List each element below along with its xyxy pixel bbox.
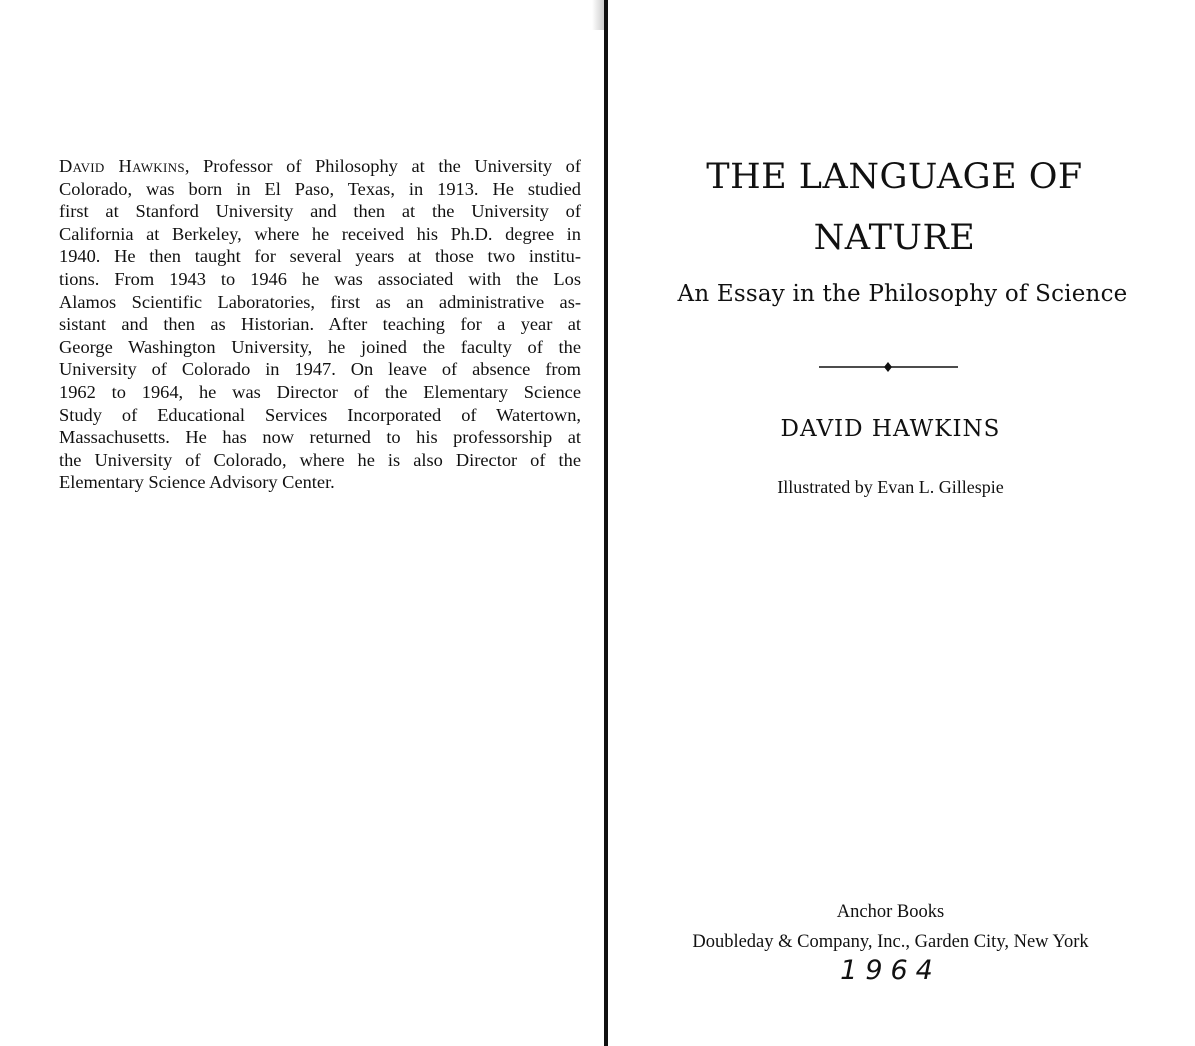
bio-line: California at Berkeley, where he received his Ph.D. degree in — [59, 223, 581, 244]
bio-line: 1962 to 1964, he was Director of the Elementary Science — [59, 381, 581, 402]
bio-line: David Hawkins, Professor of Philosophy at the University of — [59, 156, 581, 176]
bio-line: Massachusetts. He has now returned to his professorship at — [59, 427, 581, 448]
bio-line: Colorado, was born in El Paso, Texas, in 1913. He studied — [59, 178, 581, 199]
bio-line: Elementary Science Advisory Center. — [59, 472, 335, 493]
bio-line: George Washington University, he joined the faculty of the — [59, 336, 581, 357]
publisher-imprint: Anchor Books — [836, 902, 945, 922]
book-title-line-2: NATURE — [813, 218, 976, 258]
author-bio — [59, 155, 581, 494]
publisher-address: Doubleday & Company, Inc., Garden City, New York — [692, 932, 1089, 952]
bio-line: sistant and then as Historian. After teaching for a year at — [59, 314, 581, 335]
bio-line: the University of Colorado, where he is also Director of the — [59, 449, 581, 470]
book-title-line-1: THE LANGUAGE OF — [706, 157, 1083, 197]
bio-author-name: David Hawkins — [59, 156, 185, 176]
bio-line: 1940. He then taught for several years at those two institu- — [59, 246, 581, 267]
illustrator-credit: Illustrated by Evan L. Gillespie — [777, 477, 1004, 497]
ornament-rule-diamond-icon — [819, 361, 958, 373]
bio-line: first at Stanford University and then at the University of — [59, 201, 581, 222]
bio-line: Alamos Scientific Laboratories, first as an administrative as- — [59, 291, 581, 312]
bio-line: Study of Educational Services Incorporated of Watertown, — [59, 404, 581, 425]
handwritten-year: 1964 — [840, 955, 941, 986]
author-name: DAVID HAWKINS — [780, 416, 1001, 442]
title-page — [610, 0, 1195, 1046]
bio-line: tions. From 1943 to 1946 he was associated with the Los — [59, 268, 581, 289]
book-subtitle: An Essay in the Philosophy of Science — [677, 281, 1128, 307]
bio-line: University of Colorado in 1947. On leave of absence from — [59, 359, 581, 380]
